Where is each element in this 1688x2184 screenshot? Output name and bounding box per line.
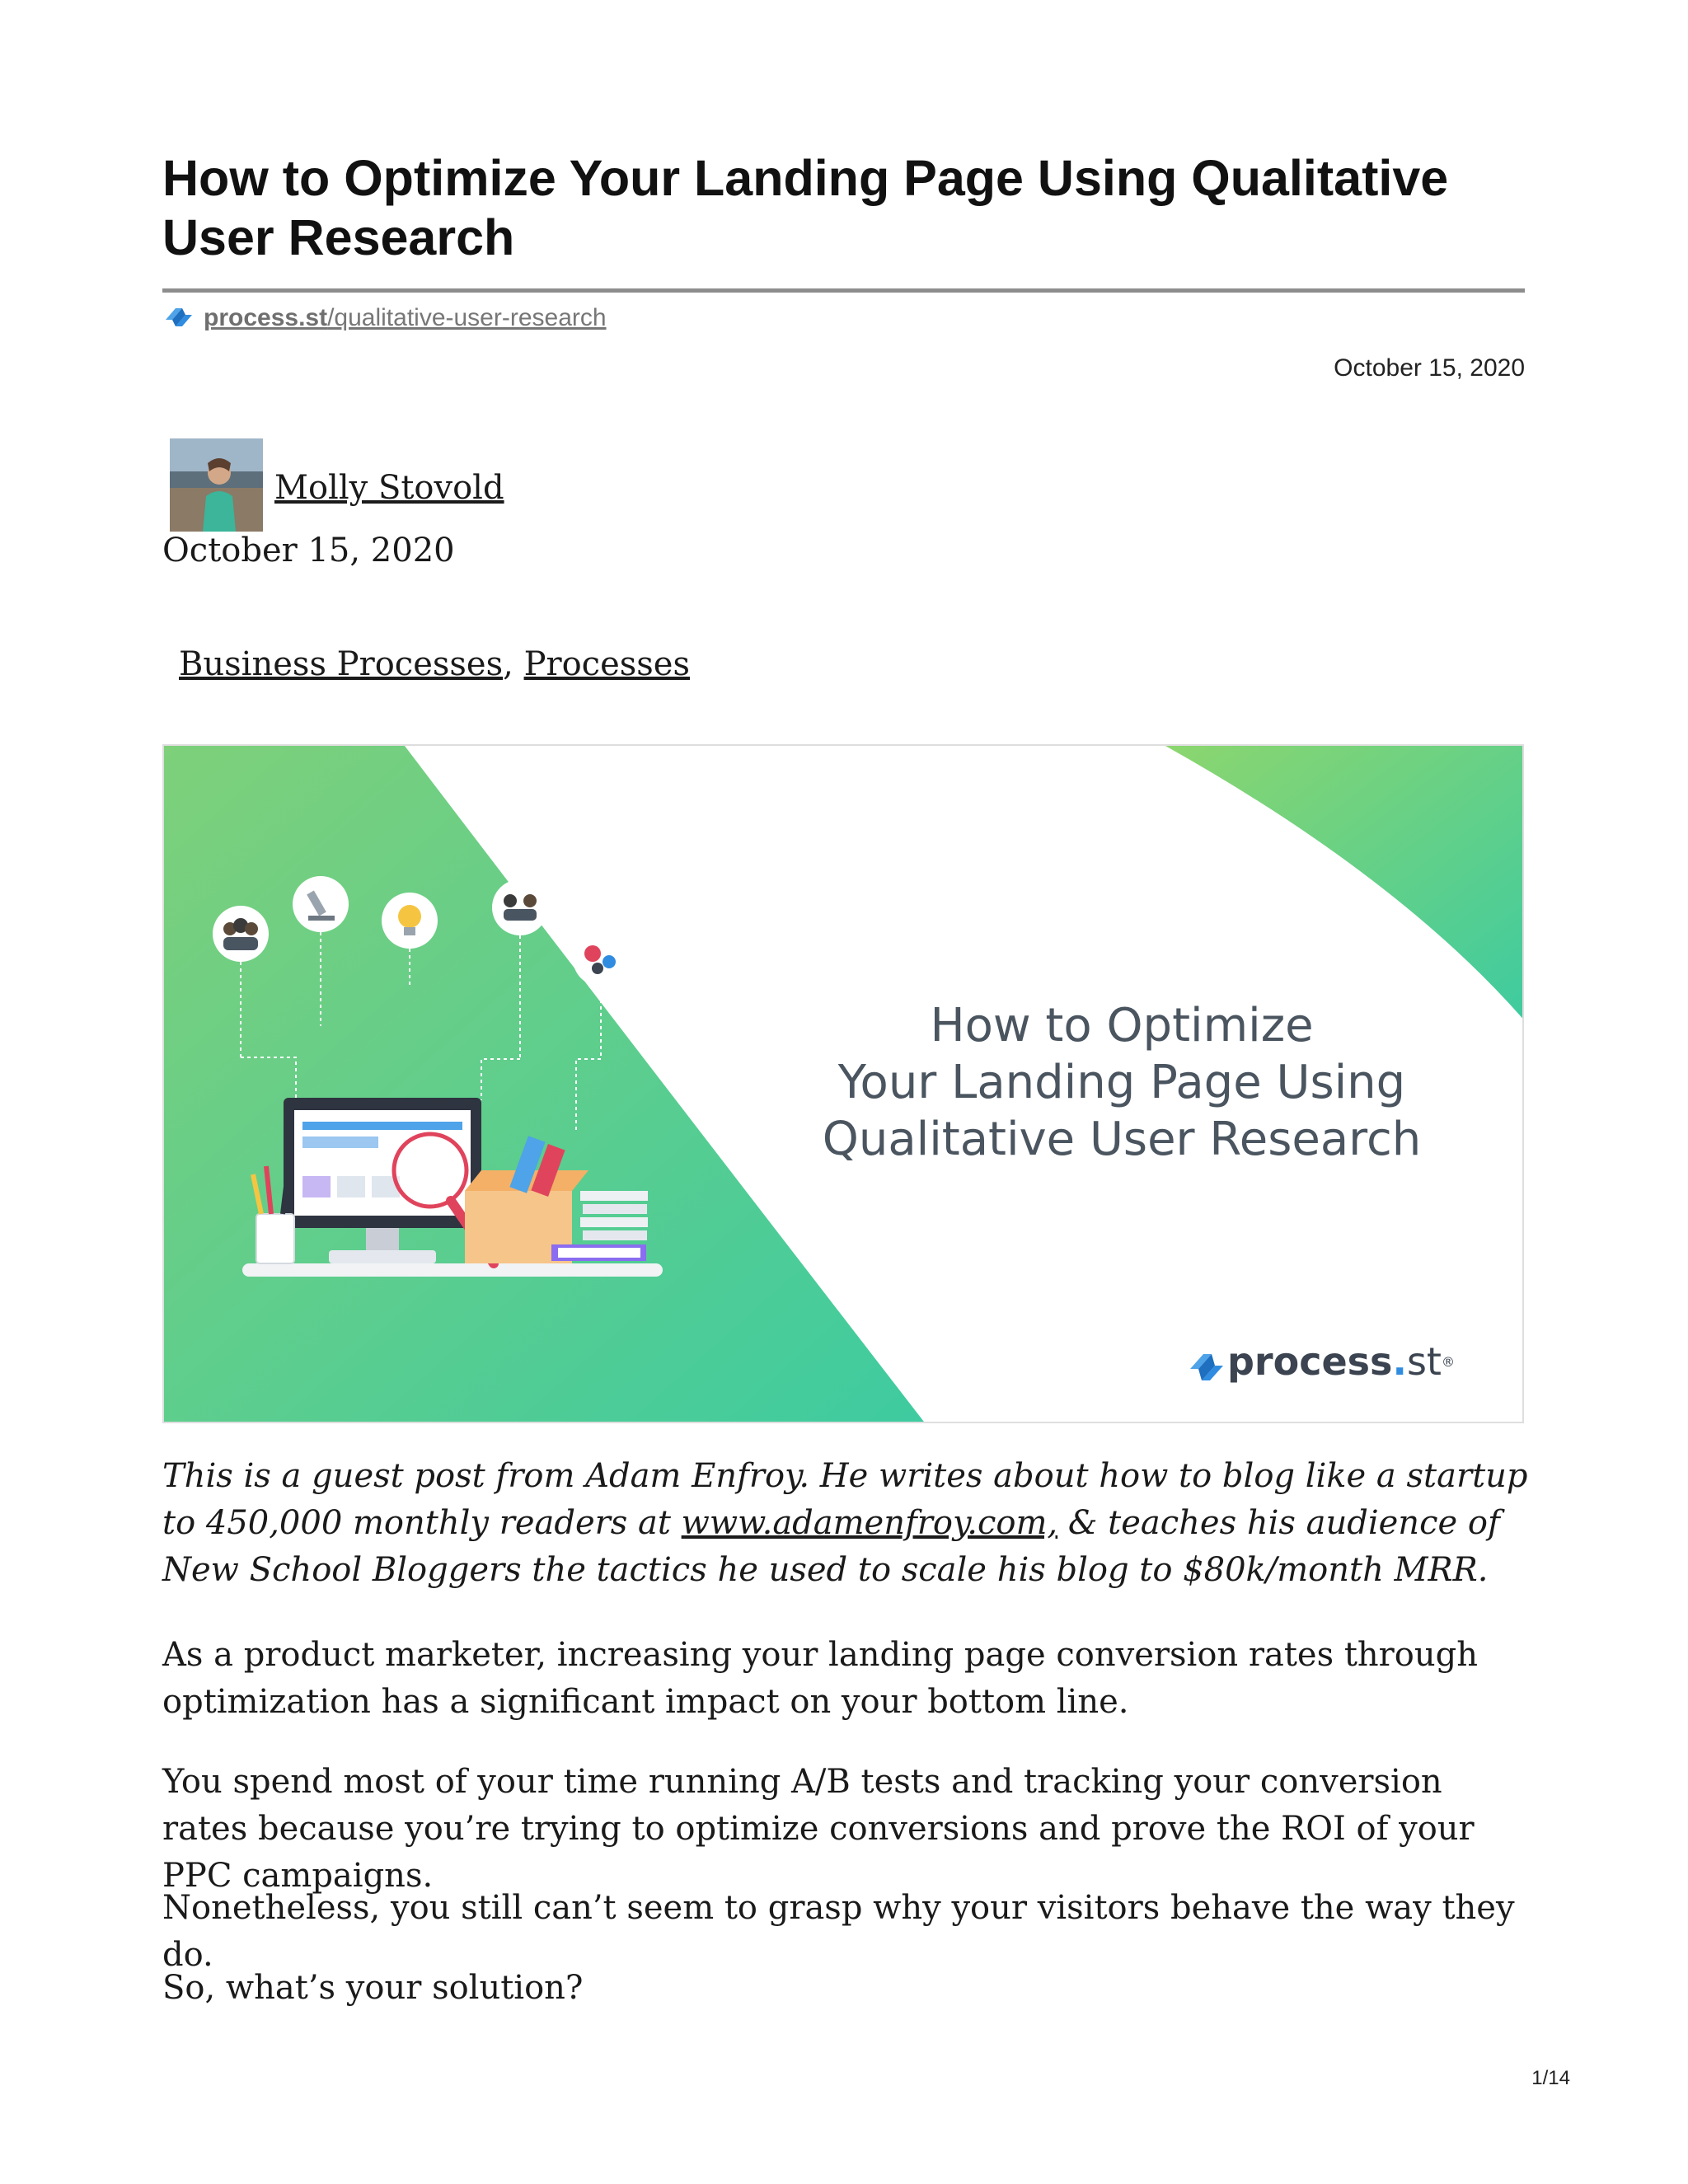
author-byline (170, 438, 504, 532)
page-number: 1/14 (1531, 2067, 1570, 2089)
category-list (179, 645, 690, 683)
category-link-processes[interactable]: Processes (523, 645, 691, 683)
process-st-logo-icon (162, 302, 197, 335)
article-title: How to Optimize Your Landing Page Using Qualitative User Research (162, 150, 1449, 265)
hero-logo-suffix: st (1406, 1339, 1442, 1384)
hero-image (162, 744, 1524, 1423)
hero-logo-mark: ® (1441, 1353, 1455, 1370)
source-link-row (162, 302, 607, 335)
hero-title-line-2: Your Landing Page Using (837, 1056, 1406, 1109)
intro-text-2: & teaches his audience of New School Bloggers the tactics he used to scale his blog to $80k/month MRR. (162, 1504, 1500, 1589)
adamenfroy-link[interactable]: www.adamenfroy.com, (681, 1504, 1058, 1542)
hero-logo-dot: . (1392, 1339, 1407, 1384)
intro-text-1: This is a guest post from Adam Enfroy. He writes about how to blog like a startup to 450,000 monthly readers at (162, 1457, 1528, 1542)
hero-logo (1227, 1339, 1455, 1384)
guest-post-intro (162, 1453, 1531, 1594)
source-domain: process.st (204, 304, 328, 331)
hero-logo-icon (1190, 1354, 1223, 1380)
source-link[interactable] (204, 304, 607, 332)
hero-logo-text: process (1227, 1339, 1393, 1384)
desk-shape (242, 1263, 663, 1277)
hero-title-line-1: How to Optimize (930, 999, 1314, 1052)
paragraph-4: So, what’s your solution? (162, 1969, 584, 2007)
hero-title-line-3: Qualitative User Research (822, 1113, 1422, 1166)
category-link-business-processes[interactable]: Business Processes (179, 645, 504, 683)
publish-date-top: October 15, 2020 (1334, 354, 1525, 382)
paragraph-1: As a product marketer, increasing your landing page conversion rates through optimization has a significant impact on your bottom line. (162, 1636, 1479, 1721)
hero-right-green-shape (1165, 746, 1524, 1022)
category-separator: , (503, 645, 513, 683)
author-avatar[interactable] (170, 438, 263, 532)
author-name-link[interactable]: Molly Stovold (274, 469, 504, 507)
paragraph-3: Nonetheless, you still can’t seem to grasp why your visitors behave the way they do. (162, 1889, 1515, 1974)
source-path: /qualitative-user-research (327, 304, 607, 331)
author-date: October 15, 2020 (162, 532, 455, 569)
title-divider (162, 288, 1525, 293)
paragraph-2: You spend most of your time running A/B tests and tracking your conversion rates because you’re trying to optimize conversions and prove the ROI of your PPC campaigns. (162, 1763, 1475, 1895)
hero-title (627, 997, 1524, 1168)
